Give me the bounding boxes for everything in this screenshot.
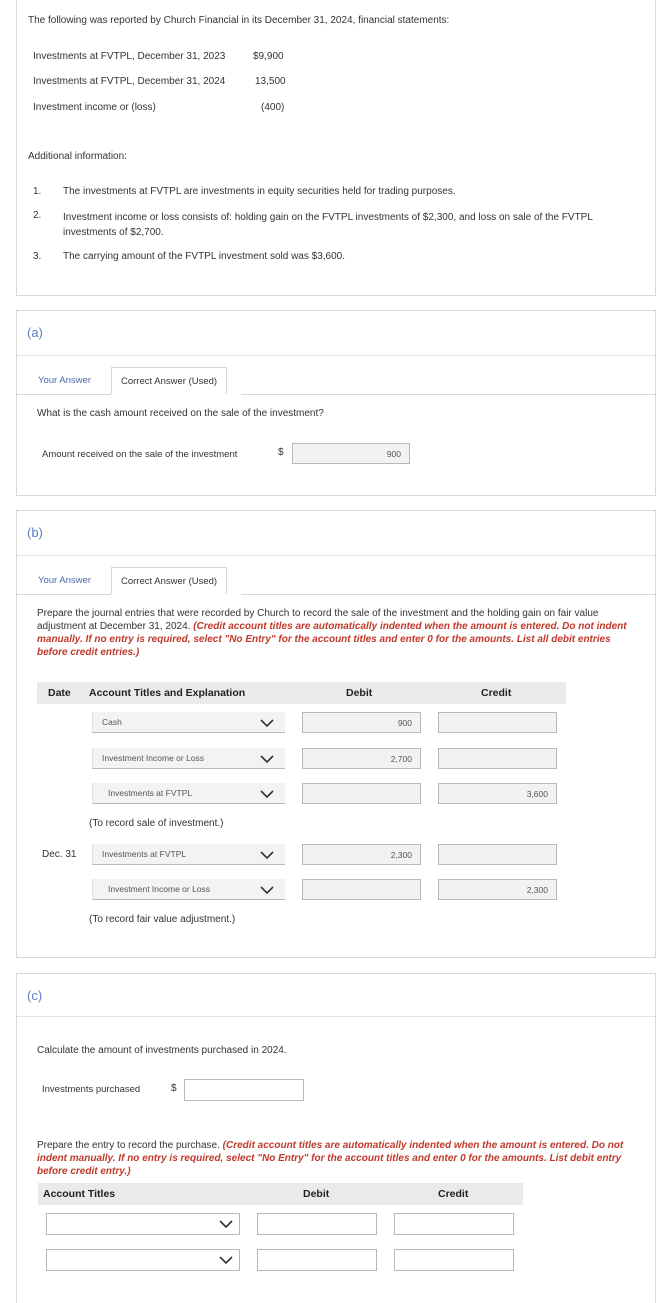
credit-input[interactable]: 3,600 <box>438 783 557 804</box>
chevron-down-icon[interactable] <box>260 885 274 895</box>
problem-statement-card <box>16 0 656 296</box>
tab-your-answer[interactable]: Your Answer <box>38 575 91 586</box>
list-item-number: 2. <box>33 210 42 221</box>
instruction-main: Prepare the journal entries that were recorded by Church to record the sale of the investment and the holding gain on fair value adjustment at December 31, 2024. <box>37 608 599 632</box>
amount-received-input[interactable]: 900 <box>292 443 410 464</box>
credit-input[interactable] <box>394 1249 514 1271</box>
tab-your-answer[interactable]: Your Answer <box>38 375 91 386</box>
chevron-down-icon[interactable] <box>219 1255 233 1265</box>
part-c-letter: (c) <box>27 988 43 1003</box>
chevron-down-icon[interactable] <box>219 1219 233 1229</box>
currency-symbol: $ <box>171 1083 177 1094</box>
question-text: Calculate the amount of investments purchased in 2024. <box>37 1045 287 1056</box>
intro-text: The following was reported by Church Financial in its December 31, 2024, financial statements: <box>28 15 450 26</box>
part-b-card <box>16 510 656 958</box>
instruction-note: (Credit account titles are automatically indented when the amount is entered. Do not indent manually. If no entry is required, select "No Entry" for the account titles and enter 0 for the amounts. List debit entry before credit entry.) <box>37 1140 624 1177</box>
account-select[interactable]: Investment Income or Loss <box>92 748 285 769</box>
entry-date: Dec. 31 <box>42 849 77 860</box>
list-item-number: 1. <box>33 186 42 197</box>
investments-purchased-input[interactable] <box>184 1079 304 1101</box>
additional-info-heading: Additional information: <box>28 151 127 162</box>
header-debit: Debit <box>346 687 373 699</box>
debit-input[interactable]: 2,700 <box>302 748 421 769</box>
header-credit: Credit <box>438 1188 469 1200</box>
report-row-label: Investments at FVTPL, December 31, 2024 <box>33 76 226 87</box>
amount-received-label: Amount received on the sale of the investment <box>42 449 238 460</box>
chevron-down-icon[interactable] <box>260 754 274 764</box>
debit-input[interactable]: 900 <box>302 712 421 733</box>
credit-input[interactable]: 2,300 <box>438 879 557 900</box>
entry-header <box>38 1183 523 1205</box>
report-row-value: 13,500 <box>255 76 286 87</box>
question-text: What is the cash amount received on the sale of the investment? <box>37 408 324 419</box>
credit-input[interactable] <box>438 712 557 733</box>
entry-note: (To record fair value adjustment.) <box>89 914 236 925</box>
list-item-number: 3. <box>33 251 42 262</box>
debit-input[interactable] <box>257 1249 377 1271</box>
report-row-label: Investments at FVTPL, December 31, 2023 <box>33 51 226 62</box>
part-b-letter: (b) <box>27 525 43 540</box>
journal-header <box>37 682 566 704</box>
investments-purchased-label: Investments purchased <box>42 1084 141 1095</box>
account-select[interactable]: Investment Income or Loss <box>92 879 285 900</box>
debit-input[interactable] <box>302 783 421 804</box>
account-select[interactable]: Cash <box>92 712 285 733</box>
report-row-value: (400) <box>261 102 285 113</box>
instruction-main: Prepare the entry to record the purchase. <box>37 1140 220 1151</box>
chevron-down-icon[interactable] <box>260 850 274 860</box>
part-a-letter: (a) <box>27 325 43 340</box>
credit-input[interactable] <box>438 844 557 865</box>
header-date: Date <box>48 687 71 699</box>
report-row-label: Investment income or (loss) <box>33 102 156 113</box>
chevron-down-icon[interactable] <box>260 718 274 728</box>
account-select[interactable] <box>46 1213 240 1235</box>
list-item: Investment income or loss consists of: holding gain on the FVTPL investments of $2,300, and loss on sale of the FVTPL investments of $2,700. <box>63 212 593 238</box>
account-select[interactable]: Investments at FVTPL <box>92 783 285 804</box>
report-row-value: $9,900 <box>253 51 284 62</box>
account-select[interactable] <box>46 1249 240 1271</box>
debit-input[interactable] <box>302 879 421 900</box>
part-c-card <box>16 973 656 1303</box>
list-item: The investments at FVTPL are investments in equity securities held for trading purposes. <box>63 186 456 197</box>
instruction-text <box>37 607 637 659</box>
tab-correct-answer[interactable]: Correct Answer (Used) <box>111 367 227 394</box>
debit-input[interactable]: 2,300 <box>302 844 421 865</box>
header-account: Account Titles and Explanation <box>89 687 246 699</box>
header-account: Account Titles <box>43 1188 116 1200</box>
account-select[interactable]: Investments at FVTPL <box>92 844 285 865</box>
tab-correct-answer[interactable]: Correct Answer (Used) <box>111 567 227 594</box>
debit-input[interactable] <box>257 1213 377 1235</box>
list-item: The carrying amount of the FVTPL investment sold was $3,600. <box>63 251 345 262</box>
instruction-text <box>37 1139 637 1178</box>
part-a-card <box>16 310 656 496</box>
currency-symbol: $ <box>278 447 284 458</box>
credit-input[interactable] <box>394 1213 514 1235</box>
entry-note: (To record sale of investment.) <box>89 818 224 829</box>
header-debit: Debit <box>303 1188 330 1200</box>
chevron-down-icon[interactable] <box>260 789 274 799</box>
instruction-note: (Credit account titles are automatically indented when the amount is entered. Do not indent manually. If no entry is required, select "No Entry" for the account titles and enter 0 for the amounts. List all debit entries before credit entries.) <box>37 621 627 658</box>
header-credit: Credit <box>481 687 512 699</box>
credit-input[interactable] <box>438 748 557 769</box>
